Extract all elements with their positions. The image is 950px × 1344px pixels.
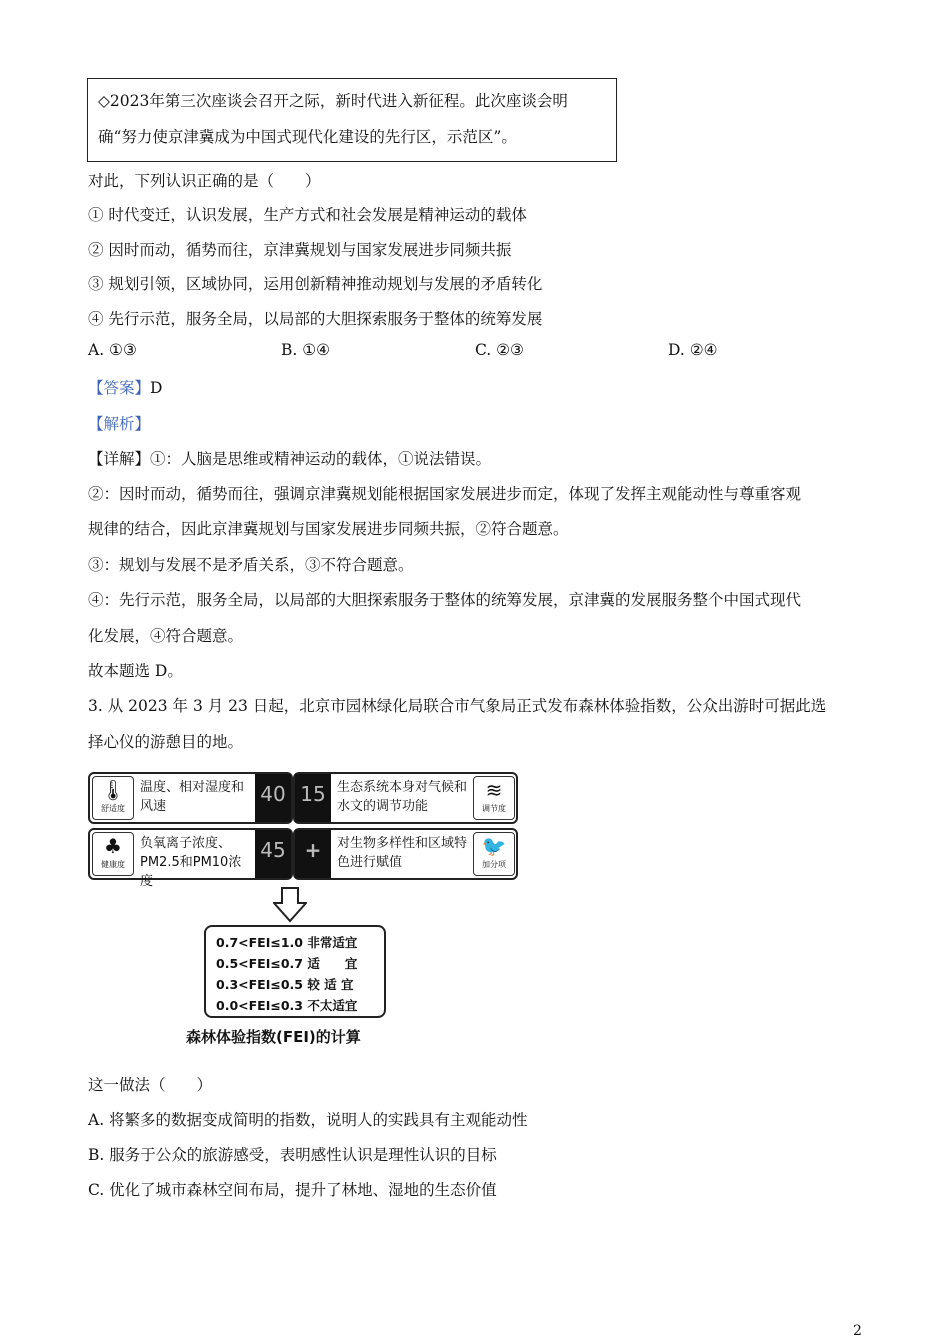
detail-4a: ④：先行示范，服务全局，以局部的大胆探索服务于整体的统筹发展，京津冀的发展服务整个中国式现代	[88, 591, 802, 609]
detail-3: ③：规划与发展不是矛盾关系，③不符合题意。	[88, 556, 414, 574]
analysis-tag: 【解析】	[88, 415, 151, 433]
detail-tag: 【详解】	[88, 450, 151, 468]
scale-row-1: 0.7<FEI≤1.0 非常适宜	[216, 935, 358, 950]
q2-option-c: C. ②③	[475, 341, 524, 359]
q2-option-b: B. ①④	[281, 341, 331, 359]
card-comfort-value: 40	[255, 774, 291, 822]
card-bonus	[293, 828, 518, 880]
q3-option-a: A. 将繁多的数据变成简明的指数，说明人的实践具有主观能动性	[88, 1111, 528, 1129]
answer-line	[88, 376, 162, 398]
card-regulation	[293, 772, 518, 824]
quote-line-1: ◇2023年第三次座谈会召开之际，新时代进入新征程。此次座谈会明	[98, 92, 568, 110]
detail-line-1	[88, 447, 491, 469]
regulation-icon: ≋ 调节度	[473, 776, 515, 820]
quote-line-2: 确“努力使京津冀成为中国式现代化建设的先行区，示范区”。	[98, 128, 517, 146]
figure-caption: 森林体验指数(FEI)的计算	[186, 1028, 361, 1046]
q3-stem-line-2: 择心仪的游憩目的地。	[88, 733, 244, 751]
card-bonus-text: 对生物多样性和区域特色进行赋值	[337, 836, 468, 870]
q2-statement-1: ① 时代变迁，认识发展，生产方式和社会发展是精神运动的载体	[88, 206, 527, 224]
card-regulation-text: 生态系统本身对气候和水文的调节功能	[337, 780, 468, 814]
quote-box	[87, 78, 617, 162]
q3-question: 这一做法（ ）	[88, 1076, 213, 1094]
conclusion: 故本题选 D。	[88, 662, 183, 680]
detail-2b: 规律的结合，因此京津冀规划与国家发展进步同频共振，②符合题意。	[88, 520, 569, 538]
scale-row-3: 0.3<FEI≤0.5 较 适 宜	[216, 977, 354, 992]
detail-4b: 化发展，④符合题意。	[88, 627, 244, 645]
card-regulation-value: 15	[295, 774, 331, 822]
detail-2a: ②：因时而动，循势而往，强调京津冀规划能根据国家发展进步而定，体现了发挥主观能动性与尊重客观	[88, 485, 802, 503]
q2-statement-4: ④ 先行示范，服务全局，以局部的大胆探索服务于整体的统筹发展	[88, 310, 543, 328]
page-number: 2	[853, 1323, 862, 1339]
fei-figure	[88, 770, 520, 1052]
q2-option-d: D. ②④	[668, 341, 718, 359]
card-comfort-text: 温度、相对湿度和风速	[140, 780, 245, 814]
arrow-down-icon	[273, 887, 307, 923]
comfort-icon: 🌡 舒适度	[92, 776, 134, 820]
q2-stem: 对此，下列认识正确的是（ ）	[88, 172, 321, 190]
bonus-icon: 🐦 加分项	[473, 832, 515, 876]
card-health-value: 45	[255, 830, 291, 878]
card-health	[88, 828, 293, 889]
q3-option-b: B. 服务于公众的旅游感受，表明感性认识是理性认识的目标	[88, 1146, 497, 1164]
answer-value: D	[150, 379, 163, 397]
q3-stem-line-1: 3. 从 2023 年 3 月 23 日起，北京市园林绿化局联合市气象局正式发布森林体验指数，公众出游时可据此选	[88, 697, 827, 715]
answer-tag: 【答案】	[88, 379, 151, 397]
fei-scale-box	[204, 925, 386, 1018]
q2-option-a: A. ①③	[88, 341, 137, 359]
q3-option-c: C. 优化了城市森林空间布局，提升了林地、湿地的生态价值	[88, 1181, 497, 1199]
health-icon: ♣ 健康度	[92, 832, 134, 876]
scale-row-2: 0.5<FEI≤0.7 适 宜	[216, 956, 358, 971]
card-comfort	[88, 772, 293, 824]
q2-statement-2: ② 因时而动，循势而往，京津冀规划与国家发展进步同频共振	[88, 241, 512, 259]
scale-row-4: 0.0<FEI≤0.3 不太适宜	[216, 998, 358, 1013]
card-health-text: 负氧离子浓度、PM2.5和PM10浓度	[140, 836, 242, 889]
q2-statement-3: ③ 规划引领，区域协同，运用创新精神推动规划与发展的矛盾转化	[88, 275, 543, 293]
plus-icon: +	[295, 830, 331, 878]
detail-1: ①：人脑是思维或精神运动的载体，①说法错误。	[150, 450, 492, 468]
